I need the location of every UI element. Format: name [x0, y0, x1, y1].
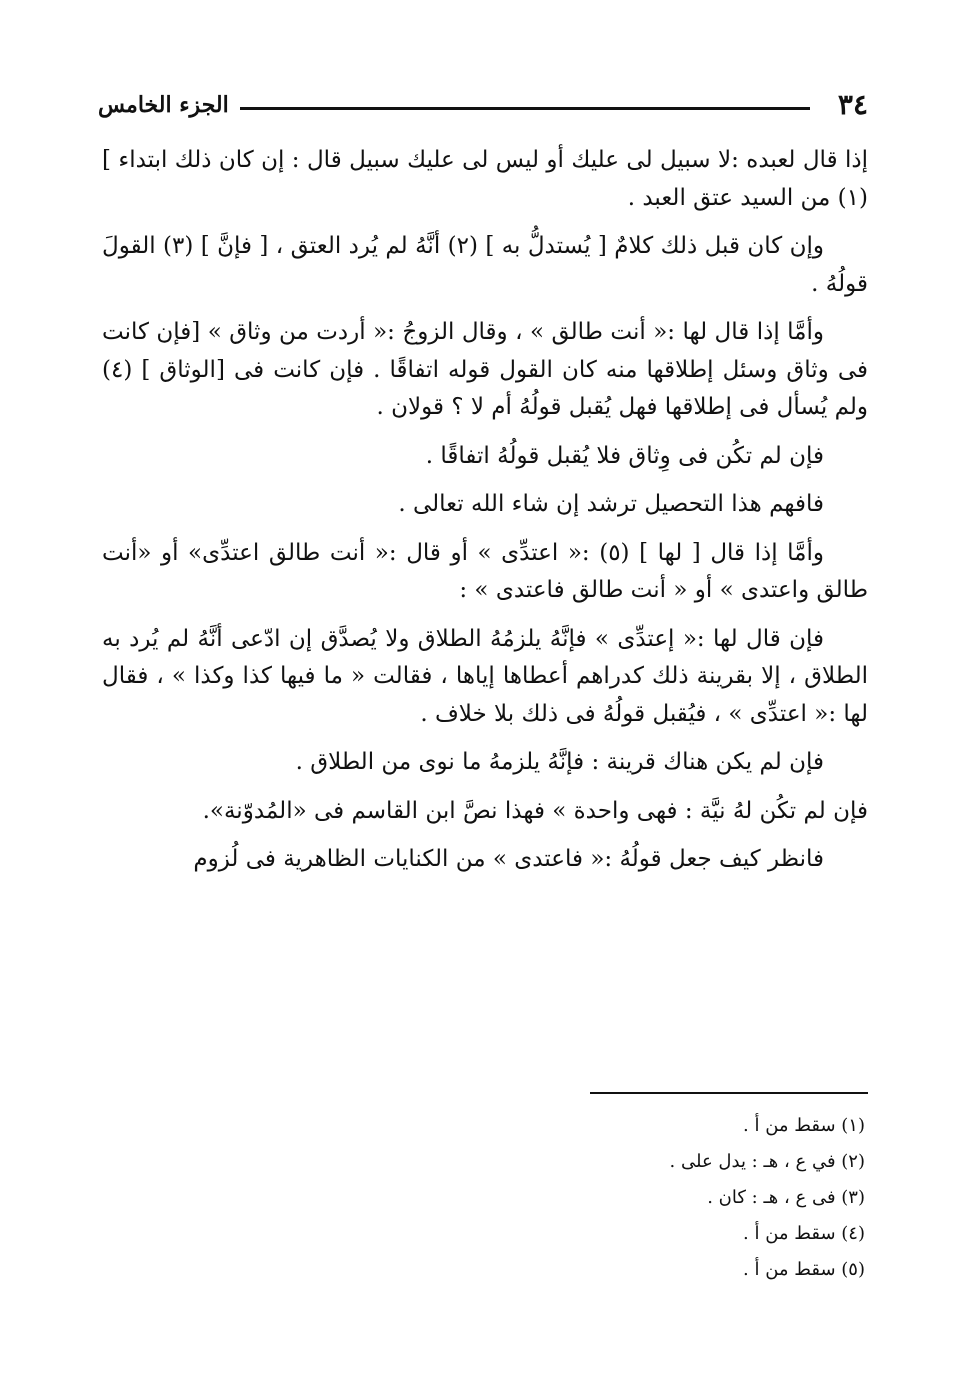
paragraph: وأمَّا إذا قال [ لها ] (٥) :« اعتدِّى » أو قال :« أنت طالق اعتدِّى» أو «أنت طالق واعتدى » أو « أنت طالق فاعتدى » : [102, 539, 868, 603]
paragraph: فإن لم يكن هناك قرينة : فإنَّهُ يلزمهُ ما نوى من الطلاق . [295, 749, 824, 775]
header-rule [240, 107, 810, 110]
footnotes [465, 1108, 865, 1288]
footnote-rule [590, 1092, 868, 1094]
footnote: (٤) سقط من أ . [743, 1223, 865, 1244]
paragraph: إذا قال لعبده :لا سبيل لى عليك أو ليس لى عليك سبيل قال : إن كان ذلك ابتداء ] (١) من السيد عتق العبد . [102, 147, 868, 211]
paragraph: وأمَّا إذا قال لها :« أنت طالق » ، وقال الزوجُ :« أردت من وثاق » [فإن كانت فى وثاق وسئل إطلاقها منه كان القول قوله اتفاقًا . فإن كانت فى [الوثاق ] (٤) ولم يُسأل فى إطلاقها فهل يُقبل قولُهُ أم لا ؟ قولان . [102, 319, 868, 420]
footnote: (١) سقط من أ . [743, 1115, 865, 1136]
footnote: (٣) فى ع ، هـ : كان . [707, 1187, 865, 1208]
paragraph: وإن كان قبل ذلك كلامٌ [ يُستدلُّ به ] (٢) أنَّهُ لم يُرد العتق ، [ فإنَّ ] (٣) القولَ قولُهُ . [102, 233, 868, 297]
page-header [98, 88, 868, 128]
paragraph: فإن لم تكُن فى وِثاق فلا يُقبل قولُهُ اتفاقًا . [425, 442, 824, 469]
running-title: الجزء الخامس [98, 92, 229, 118]
paragraph: فإن قال لها :« إعتدِّى » فإنَّهُ يلزمُهُ الطلاق ولا يُصدَّق إن ادّعى أنَّهُ لم يُرد به الطلاق ، إلا بقرينة ذلك كدراهم أعطاها إياها ، فقالت « ما فيها كذا وكذا » ، فقال لها :« اعتدِّى » ، فيُقبل قولُهُ فى ذلك بلا خلاف . [102, 625, 868, 727]
body-text [102, 142, 868, 890]
footnote: (٢) في ع ، هـ : يدل على . [669, 1151, 865, 1172]
footnote: (٥) سقط من أ . [743, 1259, 865, 1280]
page-number: ٣٤ [837, 88, 868, 121]
paragraph: فافهم هذا التحصيل ترشد إن شاء الله تعالى . [398, 491, 824, 517]
paragraph: فإن لم تكُن لهُ نيَّة : فهى واحدة » فهذا نصَّ ابن القاسم فى «المُدوّنة». [202, 797, 868, 824]
paragraph: فانظر كيف جعل قولُهُ :« فاعتدى » من الكنايات الظاهرية فى لُزوم [193, 846, 824, 872]
